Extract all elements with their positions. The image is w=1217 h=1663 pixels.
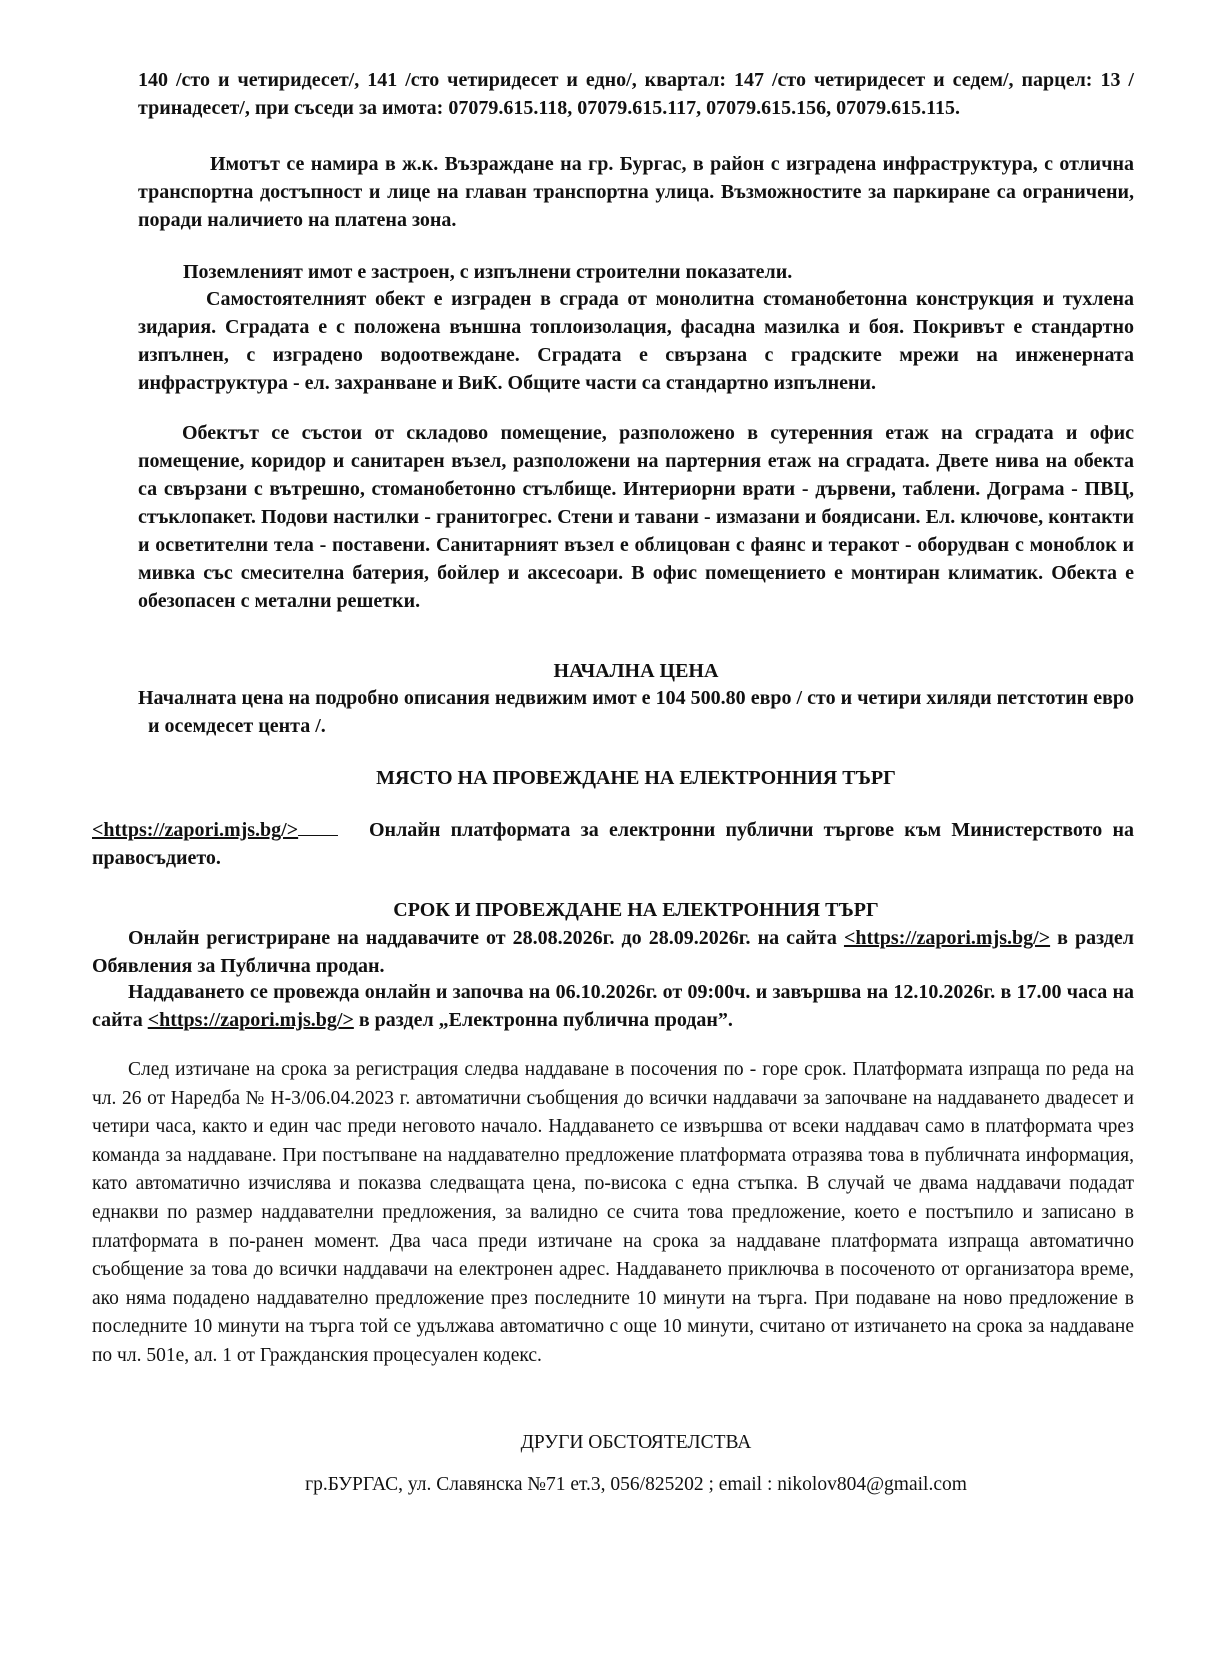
venue-link-underline — [298, 819, 338, 836]
schedule-heading: СРОК И ПРОВЕЖДАНЕ НА ЕЛЕКТРОННИЯ ТЪРГ — [393, 899, 879, 921]
construction-paragraph: Самостоятелният обект е изграден в сграда от монолитна стоманобетонна конструкция и тухлена зидария. Сградата е с положена външна топлоизолация, фасадна мазилка и боя. Покривът е стандартно изпълнен, с изградено водоотвеждане. Сградата е свързана с градските мрежи на инженерната инфраструктура - ел. захранване и ВиК. Общите части са стандартно изпълнени. — [138, 288, 1134, 394]
registration-paragraph — [92, 924, 1134, 980]
starting-price-text: Началната цена на подробно описания недвижим имот е 104 500.80 евро / сто и четири хиляди петстотин евро и осемдесет цента /. — [138, 687, 1134, 737]
venue-link[interactable]: <https://zapori.mjs.bg/> — [92, 819, 299, 841]
object-description: Обектът се състои от складово помещение, разположено в сутеренния етаж на сградата и офис помещение, коридор и санитарен възел, разположени на партерния етаж на сградата. Двете нива на обекта са свързани с вътрешно, стоманобетонно стълбище. Интериорни врати - дървени, таблени. Дограма - ПВЦ, стъклопакет. Подови настилки - гранитогрес. Стени и тавани - измазани и боядисани. Ел. ключове, контакти и осветителни тела - поставени. Санитарният възел е облицован с фаянс и теракот - оборудван с моноблок и мивка със смесителна батерия, бойлер и аксесоари. В офис помещението е монтиран климатик. Обекта е обезопасен с метални решетки. — [138, 422, 1134, 612]
bidding-rules: След изтичане на срока за регистрация следва наддаване в посочения по - горе срок. Платформата изпраща по реда на чл. 26 от Наредба № Н-3/06.04.2023 г. автоматични съобщения до всички наддавачи за започване на наддаването двадесет и четири часа, както и един час преди неговото начало. Наддаването се извършва от всеки наддавач само в платформата чрез команда за наддаване. При постъпване на наддавателно предложение платформата отразява това в публичната информация, като автоматично изчислява и показва следващата цена, по-висока с една стъпка. В случай че двама наддавачи подадат еднакви по размер наддавателни предложения, за валидно се счита това предложение, което е постъпило и записано в платформата в по-ранен момент. Два часа преди изтичане на срока за наддаване платформата изпраща автоматично съобщение за това до всички наддавачи на електронен адрес. Наддаването приключва в посоченото от организатора време, ако няма подадено наддавателно предложение през последните 10 минути на търга. При подаване на ново предложение в последните 10 минути на търга той се удължава автоматично с още 10 минути, считано от изтичането на срока за наддаване по чл. 501е, ал. 1 от Гражданския процесуален кодекс. — [92, 1059, 1134, 1366]
bidding-text: Наддаването се провежда онлайн и започва на 06.10.2026г. от 09:00ч. и завършва на 12.10.2026г. в 17.00 часа на сайта — [92, 981, 1134, 1031]
footer-contact: гр.БУРГАС, ул. Славянска №71 ет.3, 056/825202 ; email : nikolov804@gmail.com — [305, 1474, 967, 1495]
venue-text: Онлайн платформата за електронни публични търгове към Министерството на правосъдието. — [92, 819, 1135, 869]
venue-heading: МЯСТО НА ПРОВЕЖДАНЕ НА ЕЛЕКТРОННИЯ ТЪРГ — [376, 767, 896, 789]
venue-paragraph — [92, 816, 1134, 872]
registration-section: в раздел Обявления за Публична продан. — [92, 927, 1135, 977]
parcel-info: 140 /сто и четиридесет/, 141 /сто четиридесет и едно/, квартал: 147 /сто четиридесет и седем/, парцел: 13 /тринадесет/, при съседи за имота: 07079.615.118, 07079.615.117, 07079.615.156, 07079.615.115. — [138, 69, 1134, 119]
registration-link[interactable]: <https://zapori.mjs.bg/> — [843, 927, 1051, 949]
starting-price-heading: НАЧАЛНА ЦЕНА — [553, 660, 719, 682]
built-status: Поземленият имот е застроен, с изпълнени строителни показатели. — [183, 261, 793, 283]
bidding-paragraph — [92, 978, 1134, 1034]
bidding-section: в раздел „Електронна публична продан”. — [353, 1009, 733, 1031]
registration-text: Онлайн регистриране на наддавачите от 28.08.2026г. до 28.09.2026г. на сайта — [128, 927, 837, 949]
other-heading: ДРУГИ ОБСТОЯТЕЛСТВА — [520, 1432, 752, 1453]
location-paragraph: Имотът се намира в ж.к. Възраждане на гр. Бургас, в район с изградена инфраструктура, с отлична транспортна достъпност и лице на главан транспортна улица. Възможностите за паркиране са ограничени, поради наличието на платена зона. — [138, 153, 1134, 231]
bidding-link[interactable]: <https://zapori.mjs.bg/> — [147, 1009, 354, 1031]
